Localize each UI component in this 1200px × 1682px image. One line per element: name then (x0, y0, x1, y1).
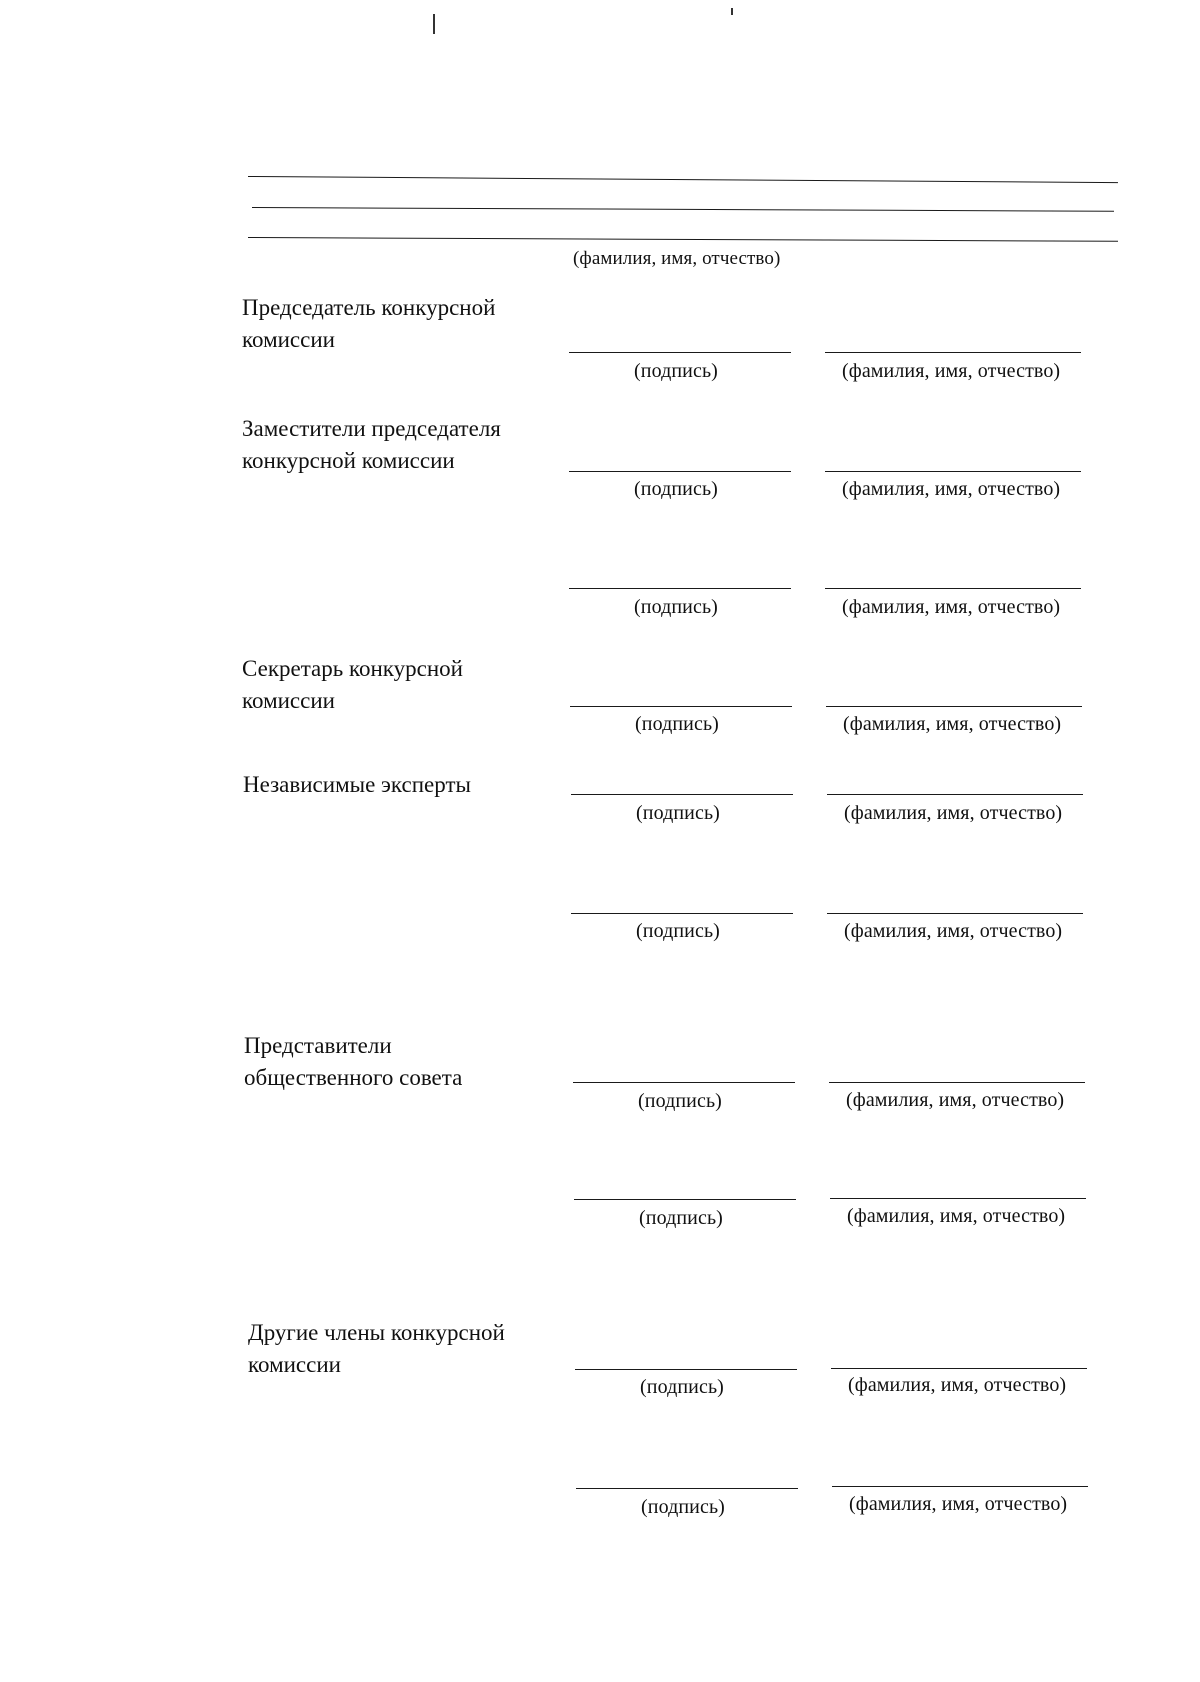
role-line: конкурсной комиссии (242, 448, 455, 473)
name-line (252, 207, 1114, 212)
fio-line (831, 1368, 1087, 1369)
fio-caption: (фамилия, имя, отчество) (844, 802, 1063, 824)
signature-caption: (подпись) (636, 802, 720, 824)
signature-line (571, 794, 793, 795)
role-others (248, 1317, 505, 1381)
role-line: комиссии (248, 1352, 341, 1377)
role-line: Другие члены конкурсной (248, 1320, 505, 1345)
fio-caption: (фамилия, имя, отчество) (846, 1089, 1065, 1111)
signature-caption: (подпись) (639, 1207, 723, 1229)
top-caption: (фамилия, имя, отчество) (573, 248, 781, 269)
signature-line (573, 1082, 795, 1083)
fio-line (825, 352, 1081, 353)
role-line: Председатель конкурсной (242, 295, 496, 320)
fio-caption: (фамилия, имя, отчество) (844, 920, 1063, 942)
fio-line (827, 794, 1083, 795)
fio-caption: (фамилия, имя, отчество) (842, 360, 1061, 382)
role-line: Заместители председателя (242, 416, 501, 441)
fio-line (826, 706, 1082, 707)
role-line: Секретарь конкурсной (242, 656, 463, 681)
fio-line (832, 1486, 1088, 1487)
signature-line (570, 706, 792, 707)
role-line: комиссии (242, 688, 335, 713)
role-line: Независимые эксперты (243, 772, 471, 797)
signature-caption: (подпись) (638, 1090, 722, 1112)
role-line: комиссии (242, 327, 335, 352)
role-chairman (242, 292, 495, 356)
signature-line (575, 1369, 797, 1370)
fio-line (830, 1198, 1086, 1199)
signature-caption: (подпись) (640, 1376, 724, 1398)
fio-line (825, 588, 1081, 589)
role-deputies (242, 413, 501, 477)
signature-line (571, 913, 793, 914)
signature-line (569, 471, 791, 472)
signature-caption: (подпись) (634, 478, 718, 500)
role-line: Представители (244, 1033, 392, 1058)
fio-caption: (фамилия, имя, отчество) (842, 596, 1061, 618)
role-line: общественного совета (244, 1065, 463, 1090)
role-council (244, 1030, 462, 1094)
name-line (248, 237, 1118, 242)
fio-line (827, 913, 1083, 914)
role-experts (243, 769, 471, 801)
signature-caption: (подпись) (634, 596, 718, 618)
fio-line (829, 1082, 1085, 1083)
signature-line (574, 1199, 796, 1200)
fio-caption: (фамилия, имя, отчество) (847, 1205, 1066, 1227)
signature-line (569, 588, 791, 589)
fio-caption: (фамилия, имя, отчество) (843, 713, 1062, 735)
scan-mark (433, 14, 435, 34)
fio-caption: (фамилия, имя, отчество) (848, 1374, 1067, 1396)
name-line (248, 176, 1118, 183)
signature-caption: (подпись) (641, 1496, 725, 1518)
role-secretary (242, 653, 463, 717)
signature-line (569, 352, 791, 353)
signature-line (576, 1488, 798, 1489)
signature-caption: (подпись) (634, 360, 718, 382)
signature-caption: (подпись) (636, 920, 720, 942)
scan-mark (731, 8, 733, 15)
fio-line (825, 471, 1081, 472)
signature-caption: (подпись) (635, 713, 719, 735)
fio-caption: (фамилия, имя, отчество) (842, 478, 1061, 500)
fio-caption: (фамилия, имя, отчество) (849, 1493, 1068, 1515)
